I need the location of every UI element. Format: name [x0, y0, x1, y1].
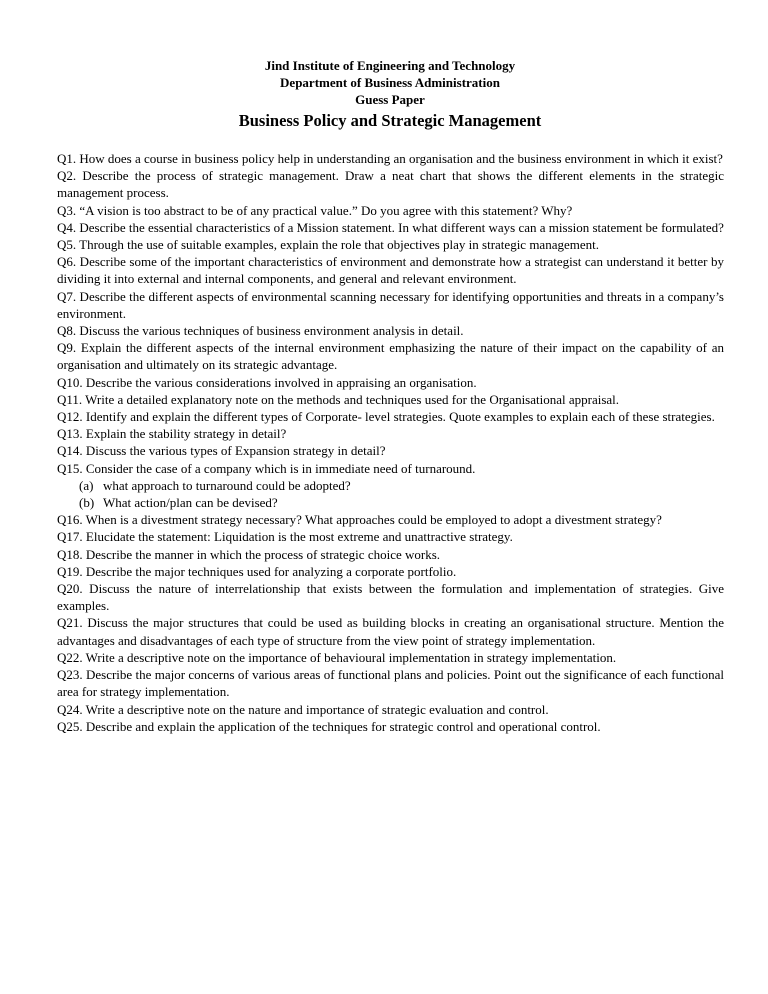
- question-15-subpart-a: [57, 477, 724, 494]
- subpart-marker: (b): [79, 495, 95, 511]
- question-16: Q16. When is a divestment strategy necessary? What approaches could be employed to adopt a divestment strategy?: [57, 512, 662, 528]
- question-1: Q1. How does a course in business policy help in understanding an organisation and the business environment in which it exist?: [57, 151, 723, 166]
- department-name: Department of Business Administration: [280, 75, 500, 90]
- subject-title: Business Policy and Strategic Management: [238, 111, 542, 130]
- question-21: Q21. Discuss the major structures that could be used as building blocks in creating an organisational structure. Mention the advantages and disadvantages of each type of structure from the view point of strategy implementation.: [57, 615, 724, 648]
- question-9: Q9. Explain the different aspects of the internal environment emphasizing the nature of their impact on the capability of an organisation and ultimately on its strategic advantage.: [57, 340, 724, 373]
- question-3: Q3. “A vision is too abstract to be of any practical value.” Do you agree with this statement? Why?: [57, 202, 573, 218]
- question-8: Q8. Discuss the various techniques of business environment analysis in detail.: [57, 323, 464, 339]
- question-15-subpart-b: [57, 494, 724, 511]
- question-17: Q17. Elucidate the statement: Liquidation is the most extreme and unattractive strategy.: [57, 529, 513, 545]
- subpart-text: what approach to turnaround could be adopted?: [103, 477, 351, 493]
- question-12: Q12. Identify and explain the different types of Corporate- level strategies. Quote examples to explain each of these strategies.: [57, 409, 715, 425]
- paper-type: Guess Paper: [355, 92, 425, 107]
- institute-name: Jind Institute of Engineering and Technology: [264, 58, 516, 73]
- question-24: Q24. Write a descriptive note on the nature and importance of strategic evaluation and control.: [57, 701, 549, 717]
- question-2: Q2. Describe the process of strategic management. Draw a neat chart that shows the different elements in the strategic management process.: [57, 168, 724, 201]
- question-7: Q7. Describe the different aspects of environmental scanning necessary for identifying opportunities and threats in a company’s environment.: [57, 288, 724, 321]
- question-19: Q19. Describe the major techniques used for analyzing a corporate portfolio.: [57, 563, 457, 579]
- question-18: Q18. Describe the manner in which the process of strategic choice works.: [57, 546, 441, 562]
- question-13: Q13. Explain the stability strategy in detail?: [57, 426, 287, 442]
- question-15: Q15. Consider the case of a company which is in immediate need of turnaround.: [57, 460, 476, 476]
- question-23: Q23. Describe the major concerns of various areas of functional plans and policies. Point out the significance of each functional area for strategy implementation.: [57, 667, 724, 700]
- question-4: Q4. Describe the essential characteristics of a Mission statement. In what different ways can a mission statement be formulated?: [57, 219, 724, 235]
- question-11: Q11. Write a detailed explanatory note on the methods and techniques used for the Organisational appraisal.: [57, 391, 620, 407]
- question-6: Q6. Describe some of the important characteristics of environment and demonstrate how a strategist can understand it better by dividing it into external and internal components, and general and relevant environment.: [57, 254, 724, 287]
- question-22: Q22. Write a descriptive note on the importance of behavioural implementation in strategy implementation.: [57, 649, 617, 665]
- subpart-marker: (a): [79, 477, 94, 493]
- question-14: Q14. Discuss the various types of Expansion strategy in detail?: [57, 443, 386, 459]
- question-25: Q25. Describe and explain the application of the techniques for strategic control and operational control.: [57, 718, 601, 734]
- question-5: Q5. Through the use of suitable examples, explain the role that objectives play in strategic management.: [57, 237, 599, 253]
- document-header: [0, 57, 768, 131]
- question-10: Q10. Describe the various considerations involved in appraising an organisation.: [57, 374, 477, 390]
- question-20: Q20. Discuss the nature of interrelationship that exists between the formulation and implementation of strategies. Give examples.: [57, 581, 724, 614]
- question-list: [57, 150, 724, 735]
- subpart-text: What action/plan can be devised?: [103, 495, 278, 511]
